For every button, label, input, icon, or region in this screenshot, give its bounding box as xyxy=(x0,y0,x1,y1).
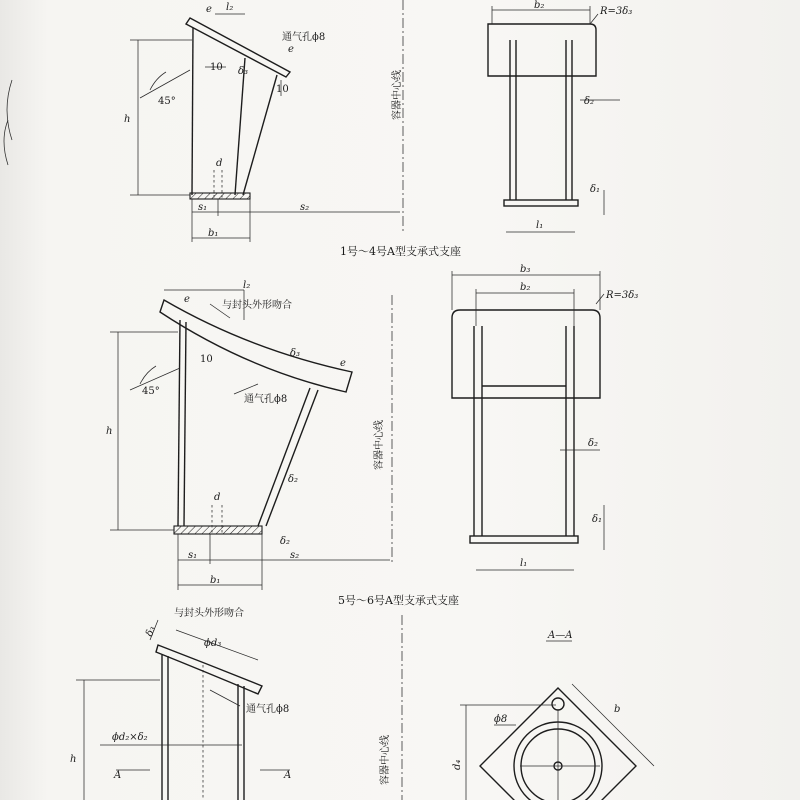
dim-b1-1: b₁ xyxy=(208,228,219,239)
dim-e-1b: e xyxy=(288,44,294,55)
dim-b-3: b xyxy=(614,704,621,715)
fig3-section-labels xyxy=(452,630,620,770)
dim-s1-1: s₁ xyxy=(198,202,208,213)
dim-10-1b: 10 xyxy=(276,84,289,95)
dim-delta2-2b: δ₂ xyxy=(280,536,291,547)
dim-l2-2: l₂ xyxy=(243,280,251,291)
dim-b2-2: b₂ xyxy=(520,282,531,293)
dim-d2xd2-3: ϕd₂×δ₂ xyxy=(112,732,148,743)
dim-delta3-2: δ₃ xyxy=(290,348,301,359)
dim-b2-1: b₂ xyxy=(534,0,545,11)
dim-e-1: e xyxy=(206,4,212,15)
caption-fig2: 5号～6号A型支承式支座 xyxy=(338,594,459,607)
section-title: A—A xyxy=(548,630,573,641)
match-label-2: 与封头外形吻合 xyxy=(222,300,292,311)
dim-s1-2: s₁ xyxy=(188,550,198,561)
dim-d4-3: d₄ xyxy=(452,759,463,770)
caption-fig1: 1号～4号A型支承式支座 xyxy=(340,245,461,258)
center-line-label-3: 容器中心线 xyxy=(380,735,391,785)
section-A-left: A xyxy=(114,770,122,781)
dim-10-2: 10 xyxy=(200,354,213,365)
vent-label-3: 通气孔ϕ8 xyxy=(246,704,290,715)
dim-b3-2: b₃ xyxy=(520,264,531,275)
center-line-label-2: 容器中心线 xyxy=(374,420,385,470)
fig1-side-view xyxy=(130,14,400,242)
dim-s2-1: s₂ xyxy=(300,202,310,213)
dim-delta3-3: δ₃ xyxy=(144,624,158,639)
vent-label-1: 通气孔ϕ8 xyxy=(282,32,326,43)
fig1-front-labels xyxy=(534,0,632,231)
radius-1: R=3δ₃ xyxy=(600,6,633,17)
fig3-section-view xyxy=(460,641,654,800)
dim-10-1: 10 xyxy=(210,62,223,73)
match-label-3: 与封头外形吻合 xyxy=(174,608,244,619)
fig1-front-view xyxy=(488,6,620,232)
dim-l1-1: l₁ xyxy=(536,220,544,231)
page-curl-mark xyxy=(7,80,12,140)
dim-e-2b: e xyxy=(340,358,346,369)
dim-phi8-3: ϕ8 xyxy=(494,714,508,725)
fig1-labels xyxy=(124,2,325,239)
vent-label-2: 通气孔ϕ8 xyxy=(244,394,288,405)
angle-45-2: 45° xyxy=(142,386,160,397)
angle-45-1: 45° xyxy=(158,96,176,107)
dim-l2-1: l₂ xyxy=(226,2,234,13)
center-line-label-1: 容器中心线 xyxy=(392,70,403,120)
dim-d-2: d xyxy=(214,492,221,503)
fig2-side-view xyxy=(110,290,390,590)
dim-s2-2: s₂ xyxy=(290,550,300,561)
dim-h-2: h xyxy=(106,426,113,437)
dim-d-1: d xyxy=(216,158,223,169)
dim-d3-3: ϕd₃ xyxy=(204,638,222,649)
dim-h-1: h xyxy=(124,114,131,125)
dim-delta1-1: δ₁ xyxy=(590,184,601,195)
fig2-labels xyxy=(106,280,346,586)
page-curl-mark-2 xyxy=(4,120,8,165)
section-A-right: A xyxy=(284,770,292,781)
fig2-front-view xyxy=(452,271,604,570)
dim-b1-2: b₁ xyxy=(210,575,221,586)
dim-l1-2: l₁ xyxy=(520,558,528,569)
dim-e-2: e xyxy=(184,294,190,305)
dim-h-3: h xyxy=(70,754,77,765)
dim-delta2-1: δ₂ xyxy=(584,96,595,107)
dim-delta3-1: δ₃ xyxy=(238,66,249,77)
dim-delta2-2c: δ₂ xyxy=(588,438,599,449)
dim-delta1-2: δ₁ xyxy=(592,514,603,525)
dim-delta2-2: δ₂ xyxy=(288,474,299,485)
radius-2: R=3δ₃ xyxy=(606,290,639,301)
